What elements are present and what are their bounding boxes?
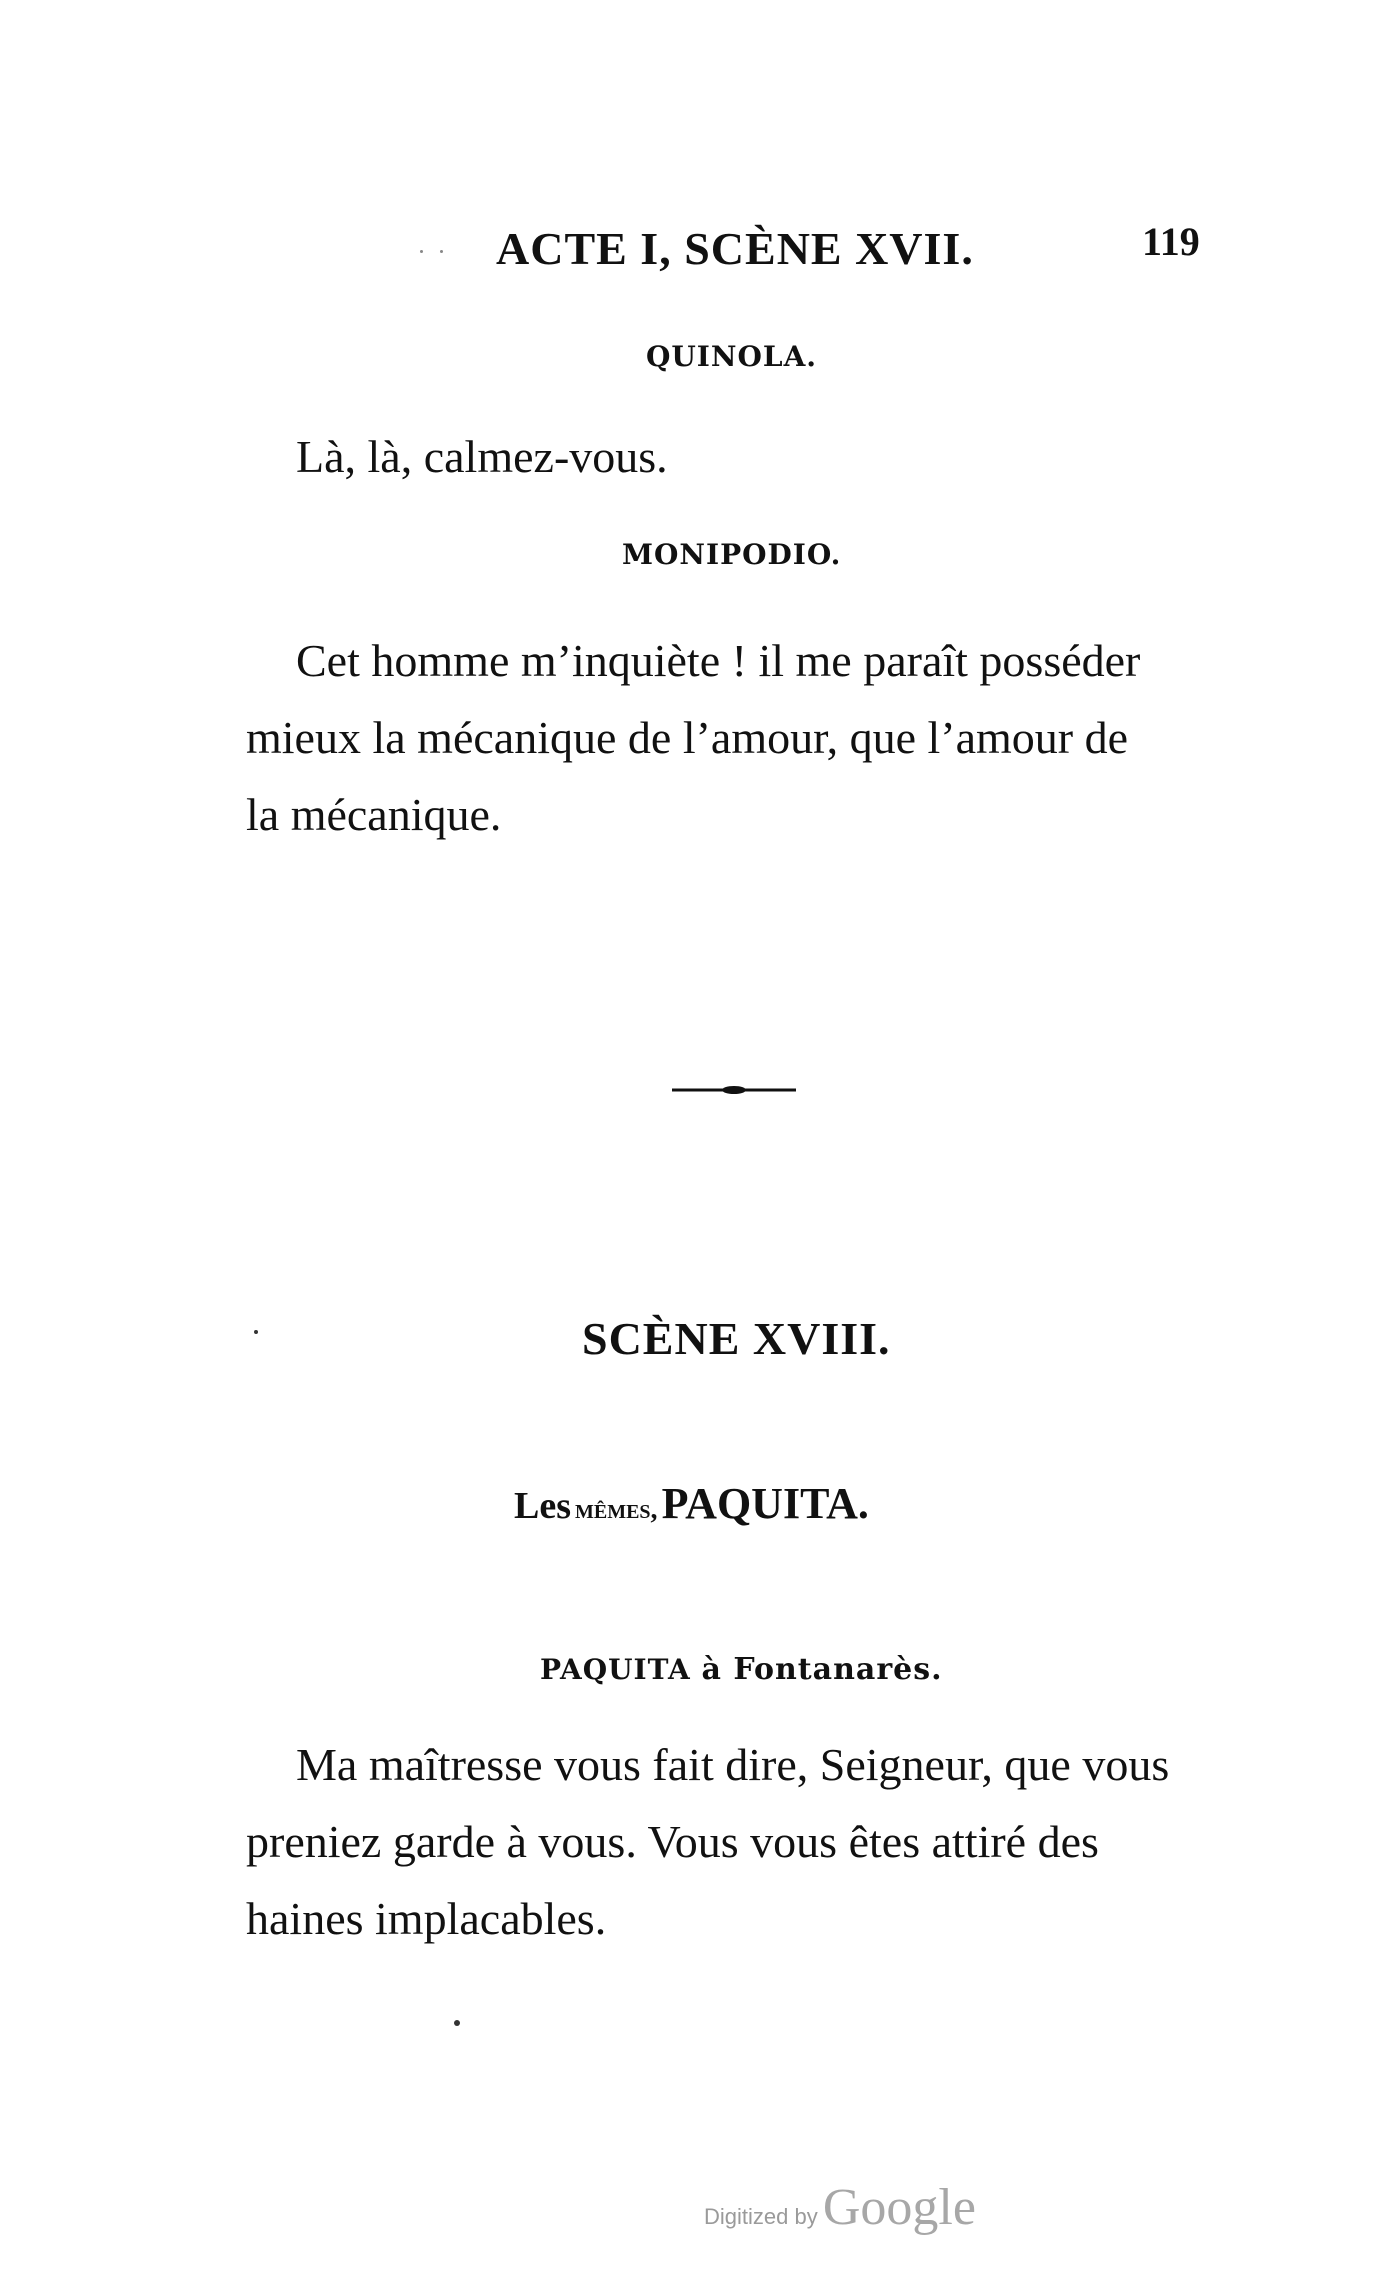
speech-line: Cet homme m’inquiète ! il me paraît posséder xyxy=(296,635,1141,686)
ink-speck xyxy=(440,250,443,253)
speech-line: la mécanique. xyxy=(246,789,502,840)
ink-speck xyxy=(254,1330,258,1334)
speech-line: Là, là, calmez-vous. xyxy=(296,431,668,482)
speaker-monipodio: MONIPODIO. xyxy=(622,538,842,571)
speaker-quinola: QUINOLA. xyxy=(646,340,818,373)
speech-line: mieux la mécanique de l’amour, que l’amour de xyxy=(246,712,1129,763)
ornamental-divider xyxy=(672,1086,796,1094)
speech-line: Ma maîtresse vous fait dire, Seigneur, que vous xyxy=(296,1739,1170,1790)
speech-monipodio xyxy=(246,622,1212,853)
digitized-by-text: Digitized by xyxy=(704,2204,818,2229)
speech-quinola xyxy=(246,418,1212,495)
speaker-paquita: PAQUITA xyxy=(540,1653,691,1686)
google-logo: Google xyxy=(822,2179,976,2236)
ink-speck xyxy=(454,2020,460,2026)
speech-paquita xyxy=(246,1726,1212,1957)
speech-line: preniez garde à vous. Vous vous êtes attiré des xyxy=(246,1816,1099,1867)
ink-speck xyxy=(420,250,423,253)
scene-characters xyxy=(514,1478,869,1529)
speech-line: haines implacables. xyxy=(246,1893,607,1944)
characters-les: Les xyxy=(514,1485,571,1527)
page-number: 119 xyxy=(1142,219,1200,264)
speaker-paquita-line xyxy=(540,1652,943,1687)
scene-title: SCÈNE XVIII. xyxy=(582,1313,891,1364)
digitized-watermark xyxy=(704,2178,976,2237)
characters-paquita: PAQUITA. xyxy=(661,1479,869,1528)
characters-memes: mêmes, xyxy=(575,1494,658,1525)
stage-direction: à Fontanarès. xyxy=(701,1652,943,1687)
running-title: ACTE I, SCÈNE XVII. xyxy=(496,223,974,274)
